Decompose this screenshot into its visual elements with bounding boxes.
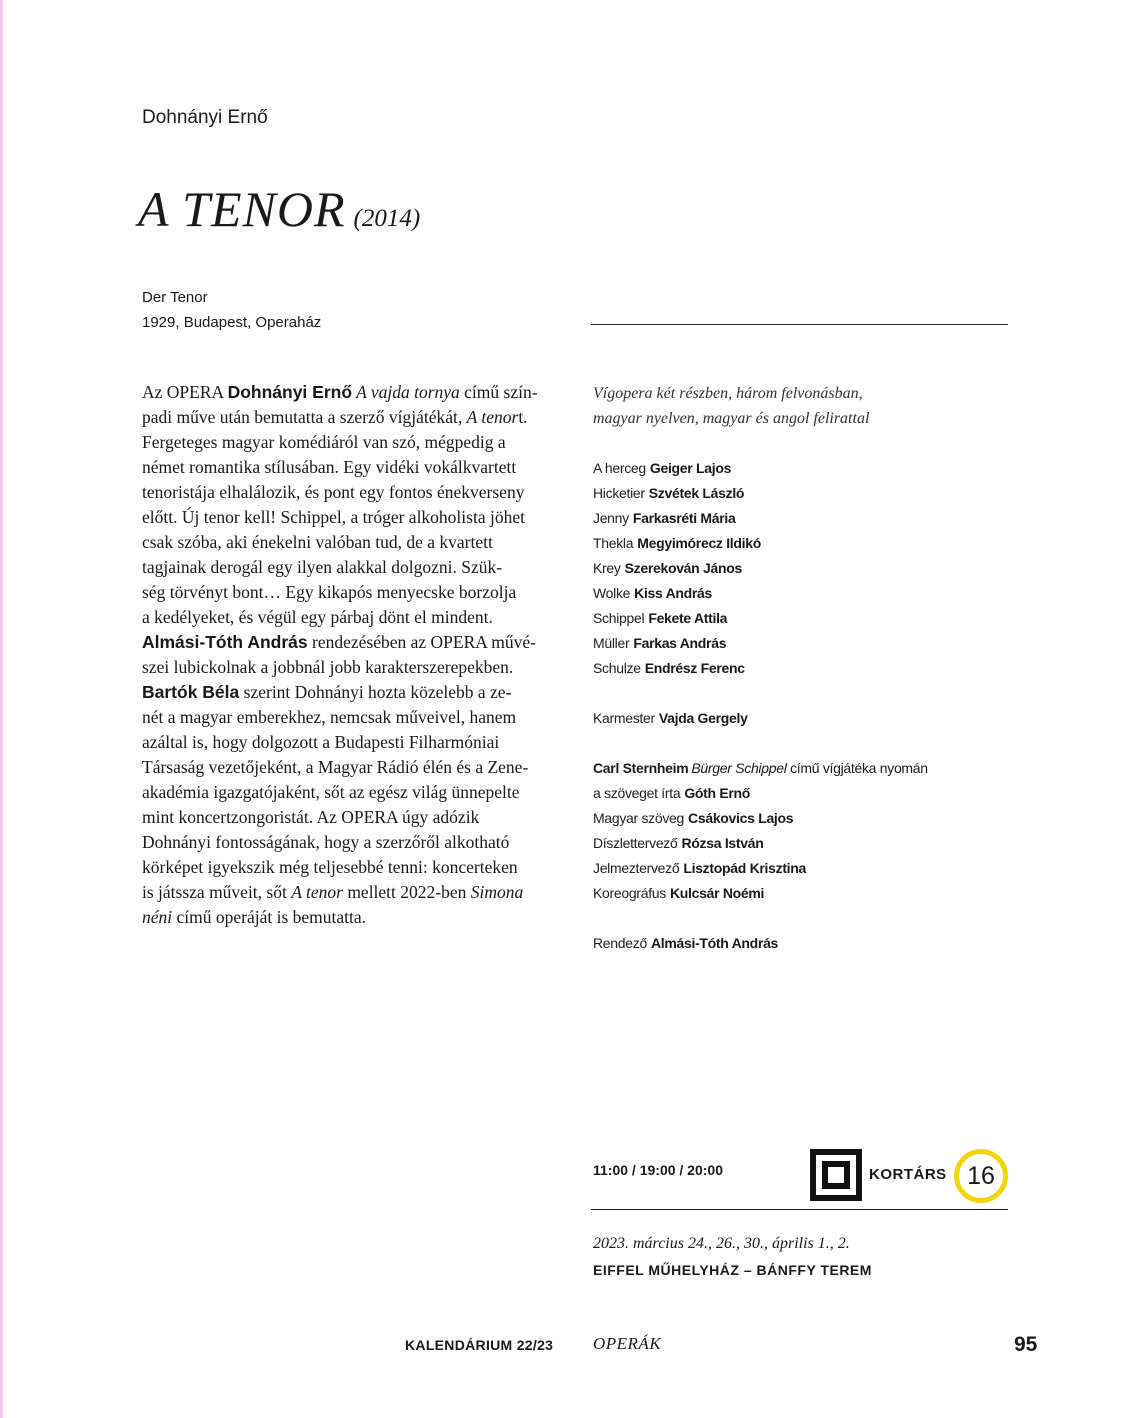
text-line <box>142 880 562 905</box>
credit-name: Szerekován János <box>624 560 742 576</box>
text-run: padi műve után bemutatta a szerző vígjátékát, <box>142 407 467 427</box>
text-line <box>142 805 562 830</box>
original-info <box>142 285 321 335</box>
description-text <box>142 380 562 930</box>
text-run: azáltal is, hogy dolgozott a Budapesti Filharmóniai <box>142 732 500 752</box>
text-run: körképet igyekszik még teljesebbé tenni: koncerteken <box>142 857 518 877</box>
credit-row <box>593 656 1013 681</box>
footer-section: OPERÁK <box>593 1334 662 1353</box>
text-line <box>142 630 562 655</box>
credit-role: Jenny <box>593 510 629 526</box>
production-year: (2014) <box>353 205 421 232</box>
text-line <box>142 780 562 805</box>
credit-row <box>593 531 1013 556</box>
italic-title: A vajda tornya <box>352 382 460 402</box>
credit-row <box>593 931 1013 956</box>
bold-name: Bartók Béla <box>142 682 240 702</box>
credits-gap <box>593 731 1013 756</box>
production-details <box>593 381 1013 956</box>
credit-row <box>593 806 1013 831</box>
credit-role: Magyar szöveg <box>593 810 685 826</box>
text-line <box>142 530 562 555</box>
text-run: Fergeteges magyar komédiáról van szó, mégpedig a <box>142 432 506 452</box>
title-text: A TENOR <box>138 181 346 237</box>
performance-times: 11:00 / 19:00 / 20:00 <box>593 1162 723 1178</box>
credit-role: a szöveget írta <box>593 785 681 801</box>
genre-description <box>593 381 1013 431</box>
text-line <box>142 605 562 630</box>
bold-name: Almási-Tóth András <box>142 632 308 652</box>
text-line <box>142 655 562 680</box>
kortars-logo-icon <box>810 1149 862 1201</box>
credit-name: Kiss András <box>634 585 713 601</box>
text-line <box>142 455 562 480</box>
text-run: tagjainak derogál egy ilyen alakkal dolgozni. Szük- <box>142 557 503 577</box>
credit-role: Schulze <box>593 660 641 676</box>
text-run: előtt. Új tenor kell! Schippel, a tróger alkoholista jöhet <box>142 507 525 527</box>
credit-name: Góth Ernő <box>684 785 751 801</box>
credits-list <box>593 456 1013 956</box>
credit-row <box>593 581 1013 606</box>
text-run: című operáját is bemutatta. <box>172 907 367 927</box>
credit-row <box>593 881 1013 906</box>
divider-top <box>591 324 1008 325</box>
text-run: t. <box>518 407 528 427</box>
source-author: Carl Sternheim <box>593 760 689 776</box>
text-line <box>142 755 562 780</box>
credit-name: Farkasréti Mária <box>632 510 736 526</box>
text-run: német romantika stílusában. Egy vidéki vokálkvartett <box>142 457 517 477</box>
credit-name: Fekete Attila <box>648 610 728 626</box>
category-label: KORTÁRS <box>869 1166 947 1183</box>
text-run: tenoristája elhalálozik, és pont egy fontos énekverseny <box>142 482 525 502</box>
credit-role: A herceg <box>593 460 646 476</box>
text-run: Az OPERA <box>142 382 228 402</box>
credit-role: Thekla <box>593 535 634 551</box>
text-run: is játssza műveit, sőt <box>142 882 292 902</box>
text-line <box>142 830 562 855</box>
credit-role: Krey <box>593 560 621 576</box>
text-line <box>142 730 562 755</box>
credit-role: Koreográfus <box>593 885 666 901</box>
credit-name: Rózsa István <box>681 835 764 851</box>
credit-name: Farkas András <box>633 635 727 651</box>
credit-name: Endrész Ferenc <box>644 660 745 676</box>
credit-row <box>593 556 1013 581</box>
credit-row <box>593 856 1013 881</box>
italic-title: néni <box>142 907 173 927</box>
credit-name: Szvétek László <box>648 485 745 501</box>
text-line <box>142 680 562 705</box>
credit-role: Hicketier <box>593 485 645 501</box>
text-run: szerint Dohnányi hozta közelebb a ze- <box>239 682 512 702</box>
credit-role: Karmester <box>593 710 655 726</box>
credit-name: Megyimórecz Ildikó <box>637 535 761 551</box>
credits-gap <box>593 681 1013 706</box>
text-run: Társaság vezetőjeként, a Magyar Rádió élén és a Zene- <box>142 757 529 777</box>
page-edge-bar <box>0 0 3 1418</box>
text-run: csak szóba, aki énekelni valóban tud, de a kvartett <box>142 532 493 552</box>
text-line <box>142 905 562 930</box>
text-run: szei lubickolnak a jobbnál jobb karakterszerepekben. <box>142 657 514 677</box>
credit-row <box>593 781 1013 806</box>
text-run: Dohnányi fontosságának, hogy a szerzőről alkotható <box>142 832 510 852</box>
text-run: mint koncertzongoristát. Az OPERA úgy adózik <box>142 807 480 827</box>
original-title: Der Tenor <box>142 289 208 306</box>
divider-schedule <box>591 1209 1008 1210</box>
italic-title: A tenor <box>466 407 519 427</box>
bold-name: Dohnányi Ernő <box>227 382 353 402</box>
credit-row <box>593 456 1013 481</box>
credit-role: Díszlettervező <box>593 835 678 851</box>
credit-role: Müller <box>593 635 630 651</box>
text-run: című szín- <box>459 382 538 402</box>
performance-dates: 2023. március 24., 26., 30., április 1., 2. <box>593 1235 850 1252</box>
credit-name: Csákovics Lajos <box>688 810 794 826</box>
credit-name: Lisztopád Krisztina <box>683 860 807 876</box>
footer-publication: KALENDÁRIUM 22/23 <box>405 1337 554 1353</box>
text-run: nét a magyar emberekhez, nemcsak műveivel, hanem <box>142 707 517 727</box>
credit-name: Almási-Tóth András <box>650 935 779 951</box>
text-line <box>142 855 562 880</box>
credit-role: Rendező <box>593 935 647 951</box>
credit-row <box>593 706 1013 731</box>
page-number: 95 <box>1014 1333 1038 1356</box>
text-line <box>142 480 562 505</box>
credit-role: Schippel <box>593 610 645 626</box>
venue-name: EIFFEL MŰHELYHÁZ – BÁNFFY TEREM <box>593 1262 872 1278</box>
credit-name: Geiger Lajos <box>649 460 732 476</box>
text-run: a kedélyeket, és végül egy párbaj dönt el mindent. <box>142 607 493 627</box>
genre-line: Vígopera két részben, három felvonásban, <box>593 385 863 402</box>
credit-row <box>593 481 1013 506</box>
text-line <box>142 505 562 530</box>
text-run: akadémia igazgatójaként, sőt az egész világ ünnepelte <box>142 782 520 802</box>
text-line <box>142 430 562 455</box>
text-line <box>142 405 562 430</box>
credit-role: Jelmeztervező <box>593 860 680 876</box>
genre-line: magyar nyelven, magyar és angol felirattal <box>593 410 870 427</box>
age-rating-badge: 16 <box>954 1149 1008 1203</box>
premiere-info: 1929, Budapest, Operaház <box>142 314 322 331</box>
credit-row <box>593 756 1013 781</box>
credit-row <box>593 506 1013 531</box>
text-line <box>142 580 562 605</box>
text-run: ség törvényt bont… Egy kikapós menyecske borzolja <box>142 582 517 602</box>
italic-title: A tenor <box>291 882 343 902</box>
text-line <box>142 555 562 580</box>
credits-gap <box>593 906 1013 931</box>
text-line <box>142 380 562 405</box>
italic-title: Simona <box>470 882 524 902</box>
credit-row <box>593 606 1013 631</box>
text-run: mellett 2022-ben <box>342 882 471 902</box>
credit-role: Wolke <box>593 585 631 601</box>
source-note: című vígjátéka nyomán <box>786 760 928 776</box>
text-run: rendezésében az OPERA művé- <box>307 632 537 652</box>
opera-title <box>138 180 420 238</box>
credit-name: Kulcsár Noémi <box>669 885 765 901</box>
credit-row <box>593 831 1013 856</box>
source-work: Bürger Schippel <box>691 760 787 776</box>
credit-name: Vajda Gergely <box>658 710 748 726</box>
credit-row <box>593 631 1013 656</box>
composer-name: Dohnányi Ernő <box>142 107 268 128</box>
text-line <box>142 705 562 730</box>
